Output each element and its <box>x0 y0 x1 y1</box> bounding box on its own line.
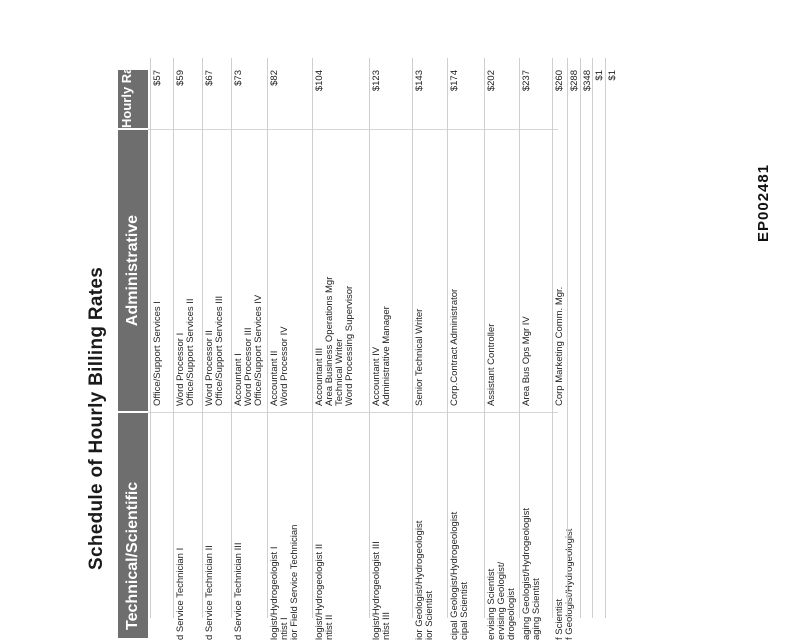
administrative-title-cell-line: Accountant I <box>233 353 244 406</box>
technical-title-cell-line: f Scientist <box>554 598 565 640</box>
administrative-title-cell-line: Area Bus Ops Mgr IV <box>521 316 532 406</box>
technical-title-cell-line: ior Geologist/Hydrogeologist <box>414 520 425 640</box>
table-row <box>484 58 520 640</box>
technical-title-cell-line: ervising Scientist <box>486 568 497 640</box>
technical-title-cell-line: ntist II <box>324 614 335 640</box>
technical-title-cell-line: cipal Geologist/Hydrogeologist <box>449 511 460 640</box>
administrative-title-cell <box>450 136 460 406</box>
table-row <box>412 58 448 640</box>
administrative-title-cell <box>270 136 290 406</box>
technical-title-cell <box>205 414 215 640</box>
hourly-rate-cell: $59 <box>175 70 186 86</box>
technical-title-cell-line: d Service Technician I <box>175 547 186 640</box>
technical-title-cell-line: drogeologist <box>506 588 517 640</box>
technical-title-cell-line: aging Scientist <box>531 578 542 640</box>
hourly-rate-cell: $82 <box>269 70 280 86</box>
hourly-rate-cell: $57 <box>152 70 163 86</box>
administrative-title-cell-line: Technical Writer <box>334 338 345 406</box>
administrative-title-cell <box>153 136 163 406</box>
administrative-title-cell-line: Assistant Controller <box>486 323 497 406</box>
administrative-title-cell-line: Word Processor II <box>204 330 215 406</box>
administrative-title-cell <box>487 136 497 406</box>
hourly-rate-cell: $1 <box>607 70 618 81</box>
technical-title-cell-line: logist/Hydrogeologist I <box>269 546 280 640</box>
technical-title-cell-line: ervising Geologist/ <box>496 561 507 640</box>
administrative-title-cell-line: Word Processing Supervisor <box>344 285 355 406</box>
administrative-title-cell-line: Corp Marketing Comm. Mgr. <box>554 286 565 406</box>
table-row <box>312 58 370 640</box>
hourly-rate-cell: $143 <box>414 70 425 92</box>
administrative-title-cell <box>372 136 392 406</box>
table-row <box>567 58 581 618</box>
hourly-rate-cell: $202 <box>486 70 497 92</box>
administrative-title-cell <box>234 136 264 406</box>
hourly-rate-cell: $237 <box>521 70 532 92</box>
administrative-title-cell-line: Accountant III <box>314 347 325 406</box>
administrative-title-cell <box>205 136 225 406</box>
technical-title-cell <box>315 414 335 640</box>
table-row <box>369 58 413 640</box>
administrative-title-cell-line: Corp.Contract Administrator <box>449 288 460 406</box>
technical-title-cell-line: d Service Technician II <box>204 545 215 640</box>
technical-title-cell <box>487 414 517 640</box>
hourly-rate-cell: $67 <box>204 70 215 86</box>
administrative-title-cell <box>176 136 196 406</box>
administrative-title-cell-line: Administrative Manager <box>381 306 392 406</box>
administrative-title-cell-line: Senior Technical Writer <box>414 308 425 406</box>
header-technical-scientific: Technical/Scientific <box>118 413 148 638</box>
technical-title-cell-line: ior Scientist <box>424 590 435 640</box>
technical-title-cell-line: logist/Hydrogeologist III <box>371 541 382 640</box>
technical-title-cell-line: cipal Scientist <box>459 581 470 640</box>
technical-title-cell-line: aging Geologist/Hydrogeologist <box>521 507 532 640</box>
hourly-rate-cell: $288 <box>569 70 580 92</box>
technical-title-cell-line: ior Field Service Technician <box>289 524 300 640</box>
table-row <box>519 58 553 640</box>
header-hourly-rate: Hourly Rate <box>118 70 148 128</box>
technical-title-cell <box>372 414 392 640</box>
hourly-rate-cell: $260 <box>554 70 565 92</box>
administrative-title-cell-line: Office/Support Services III <box>214 295 225 406</box>
table-row <box>592 58 606 618</box>
technical-title-cell <box>234 414 244 640</box>
hourly-rate-cell: $348 <box>582 70 593 92</box>
technical-title-cell <box>522 414 542 640</box>
header-administrative: Administrative <box>118 130 148 411</box>
technical-title-cell <box>415 414 435 640</box>
technical-title-cell <box>270 414 300 640</box>
table-row <box>231 58 268 640</box>
administrative-title-cell-line: Word Processor I <box>175 332 186 406</box>
administrative-title-cell-line: Office/Support Services I <box>152 301 163 406</box>
administrative-title-cell <box>315 136 355 406</box>
administrative-title-cell <box>555 136 565 406</box>
table-row <box>447 58 485 640</box>
administrative-title-cell <box>415 136 425 406</box>
technical-title-cell-line: logist/Hydrogeologist II <box>314 543 325 640</box>
table-row <box>173 58 203 640</box>
technical-title-cell <box>450 414 470 640</box>
table-row <box>605 58 618 618</box>
administrative-title-cell-line: Word Processor IV <box>279 326 290 406</box>
hourly-rate-cell: $123 <box>371 70 382 92</box>
administrative-title-cell <box>522 136 532 406</box>
technical-title-cell-line: ntist I <box>279 617 290 640</box>
administrative-title-cell-line: Accountant II <box>269 350 280 406</box>
technical-title-cell-line: f Geologist/Hydrogeologist <box>564 528 575 640</box>
administrative-title-cell-line: Area Business Operations Mgr <box>324 276 335 406</box>
hourly-rate-cell: $174 <box>449 70 460 92</box>
technical-title-cell <box>176 414 186 640</box>
table-row <box>150 58 174 618</box>
hourly-rate-cell: $1 <box>594 70 605 81</box>
administrative-title-cell-line: Word Processor III <box>243 327 254 406</box>
technical-title-cell-line: d Service Technician III <box>233 542 244 640</box>
hourly-rate-cell: $73 <box>233 70 244 86</box>
administrative-title-cell-line: Office/Support Services II <box>185 298 196 406</box>
administrative-title-cell-line: Accountant IV <box>371 346 382 406</box>
administrative-title-cell-line: Office/Support Services IV <box>253 294 264 406</box>
technical-title-cell-line: ntist III <box>381 612 392 640</box>
table-row <box>202 58 232 640</box>
document-title: Schedule of Hourly Billing Rates <box>86 266 107 570</box>
table-row <box>267 58 313 640</box>
bates-stamp: EP002481 <box>755 163 772 242</box>
hourly-rate-cell: $104 <box>314 70 325 92</box>
